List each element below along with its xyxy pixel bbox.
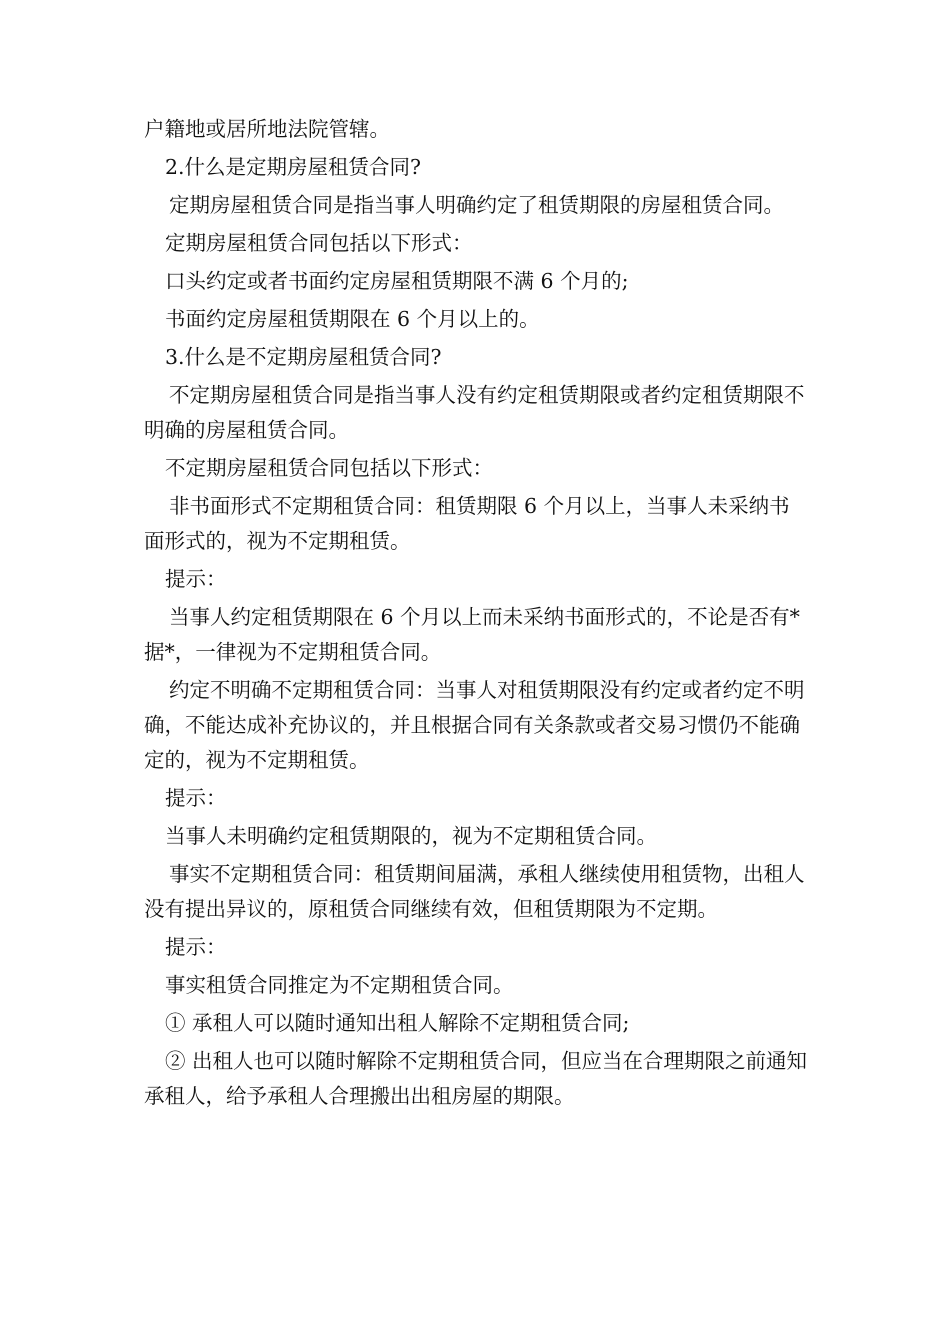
heading-fixed-term-lease: 2.什么是定期房屋租赁合同? <box>165 155 422 179</box>
paragraph-fixed-term-definition: 定期房屋租赁合同是指当事人明确约定了租赁期限的房屋租赁合同。 <box>169 193 784 217</box>
note-label-3: 提示： <box>165 935 227 959</box>
document-body <box>144 112 808 1117</box>
list-item-lessor-terminate: ② 出租人也可以随时解除不定期租赁合同，但应当在合理期限之前通知承租人，给予承租人合理搬出出租房屋的期限。 <box>144 1049 808 1108</box>
note-text-2: 当事人未明确约定租赁期限的，视为不定期租赁合同。 <box>165 824 657 848</box>
list-item-fixed-term-written: 书面约定房屋租赁期限在 6 个月以上的。 <box>165 307 540 331</box>
paragraph-indefinite-term-forms: 不定期房屋租赁合同包括以下形式： <box>165 456 493 480</box>
list-item-fixed-term-oral: 口头约定或者书面约定房屋租赁期限不满 6 个月的; <box>165 269 629 293</box>
paragraph-unclear-indefinite: 约定不明确不定期租赁合同：当事人对租赁期限没有约定或者约定不明确，不能达成补充协议的，并且根据合同有关条款或者交易习惯仍不能确定的，视为不定期租赁。 <box>144 678 805 772</box>
paragraph-fixed-term-forms: 定期房屋租赁合同包括以下形式： <box>165 231 473 255</box>
note-text-1: 当事人约定租赁期限在 6 个月以上而未采纳书面形式的，不论是否有*据*，一律视为不定期租赁合同。 <box>144 605 800 664</box>
heading-indefinite-term-lease: 3.什么是不定期房屋租赁合同? <box>165 345 442 369</box>
paragraph-non-written-indefinite: 非书面形式不定期租赁合同：租赁期限 6 个月以上，当事人未采纳书面形式的，视为不定期租赁。 <box>144 494 790 553</box>
paragraph-indefinite-term-definition: 不定期房屋租赁合同是指当事人没有约定租赁期限或者约定租赁期限不明确的房屋租赁合同。 <box>144 383 805 442</box>
list-item-lessee-terminate: ① 承租人可以随时通知出租人解除不定期租赁合同; <box>165 1011 630 1035</box>
paragraph-factual-indefinite: 事实不定期租赁合同：租赁期间届满，承租人继续使用租赁物，出租人没有提出异议的，原租赁合同继续有效，但租赁期限为不定期。 <box>144 862 805 921</box>
paragraph-jurisdiction: 户籍地或居所地法院管辖。 <box>144 117 390 141</box>
note-text-3: 事实租赁合同推定为不定期租赁合同。 <box>165 973 514 997</box>
note-label-2: 提示： <box>165 786 227 810</box>
note-label-1: 提示： <box>165 567 227 591</box>
